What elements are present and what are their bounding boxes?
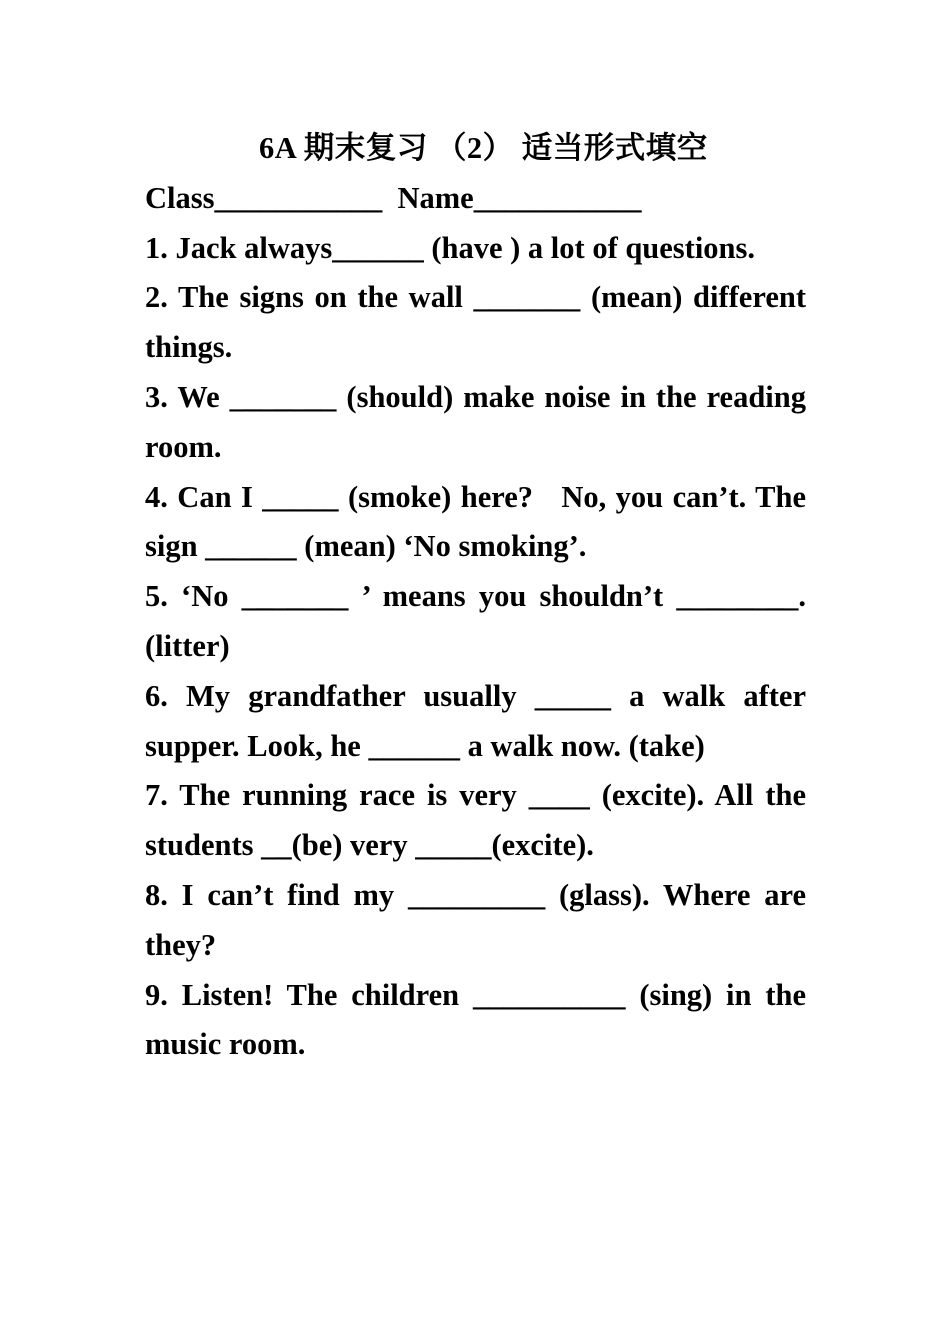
class-field: Class___________ xyxy=(145,180,383,215)
question-5: 5. ‘No _______ ’ means you shouldn’t ________. (litter) xyxy=(145,579,814,663)
question-3: 3. We _______ (should) make noise in the reading room. xyxy=(145,379,814,464)
question-1: 1. Jack always______ (have ) a lot of questions. xyxy=(145,230,756,265)
question-6: 6. My grandfather usually _____ a walk after supper. Look, he ______ a walk now. (take) xyxy=(145,678,814,763)
question-2: 2. The signs on the wall _______ (mean) different things. xyxy=(145,280,814,365)
name-field: Name___________ xyxy=(397,180,642,215)
worksheet-title: 6A 期末复习 （2） 适当形式填空 xyxy=(259,131,708,165)
question-4: 4. Can I _____ (smoke) here? No, you can’t. The sign ______ (mean) ‘No smoking’. xyxy=(145,479,814,564)
class-name-line xyxy=(145,174,806,224)
question-7: 7. The running race is very ____ (excite). All the students __(be) very _____(excite). xyxy=(145,778,814,863)
worksheet xyxy=(145,124,814,1070)
question-9: 9. Listen! The children __________ (sing) in the music room. xyxy=(145,977,814,1062)
question-8: 8. I can’t find my _________ (glass). Where are they? xyxy=(145,877,814,962)
